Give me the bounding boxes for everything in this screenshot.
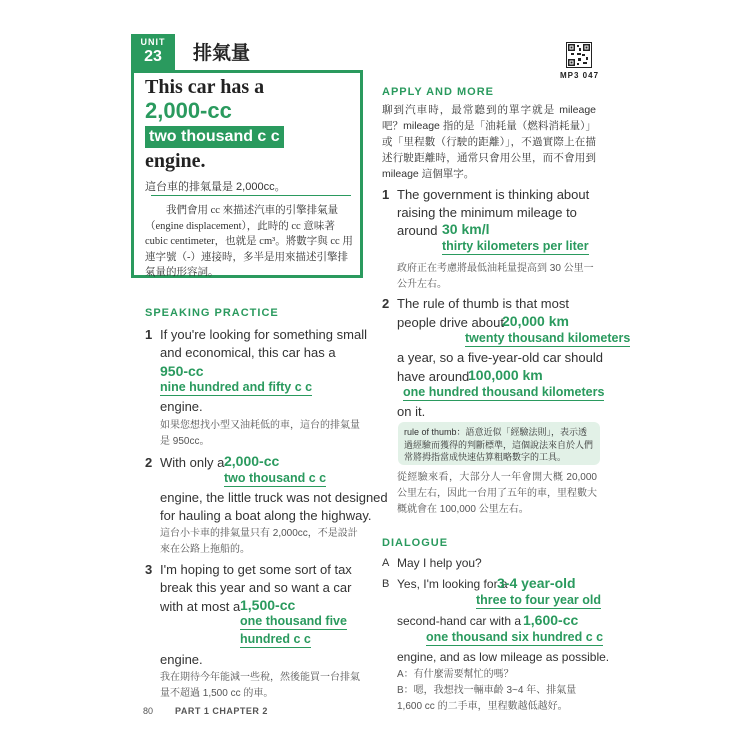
- mp3-label: MP3 047: [560, 71, 600, 80]
- speaking-item-3-pre: I'm hoping to get some sort of tax: [160, 562, 352, 577]
- dialogue-b-label: B: [382, 578, 390, 590]
- speaking-item-1-pre: If you're looking for something small: [160, 327, 367, 342]
- speaking-item-2-reading: two thousand c c: [224, 471, 327, 485]
- speaking-item-2-post: engine, the little truck was not designed: [160, 490, 388, 505]
- qr-code[interactable]: [566, 42, 592, 68]
- tip-text: rule of thumb：語意近似「經驗法則」，表示透過經驗而獲得的判斷標準，這個說法來自於人們常將拇指當成快速估算粗略數字的工具。: [404, 427, 594, 462]
- apply-item-2-pre: The rule of thumb is that most: [397, 296, 569, 311]
- apply-item-2-value2: 100,000 km: [468, 367, 543, 383]
- apply-item-2-value: 20,000 km: [502, 313, 569, 329]
- speaking-item-3-value: 1,500-cc: [240, 597, 296, 613]
- dialogue-a-label: A: [382, 557, 390, 569]
- example-divider: [151, 195, 351, 196]
- apply-intro: 聊到汽車時，最常聽到的單字就是 mileage 吧？mileage 指的是「油耗量（燃料消耗量）」或「里程數（行駛的距離）」，不過實際上在描述行駛距離時，通常只會用公里，而不會用到 mileage 這個單字。: [382, 104, 596, 180]
- example-translation: 這台車的排氣量是 2,000cc。: [145, 181, 286, 193]
- example-line3: engine.: [145, 150, 206, 172]
- apply-item-1-pre2: raising the minimum mileage to: [397, 205, 577, 220]
- apply-item-1-translation: 政府正在考慮將最低油耗量提高到 30 公里一公升左右。: [397, 263, 594, 290]
- apply-item-1-pre: The government is thinking about: [397, 187, 590, 202]
- apply-item-2-mid2: have around: [397, 369, 470, 384]
- speaking-item-3-translation: 我在期待今年能減一些稅，然後能買一台排氣量不超過 1,500 cc 的車。: [160, 672, 360, 699]
- apply-item-2-num: 2: [382, 296, 390, 311]
- speaking-item-3-num: 3: [145, 562, 153, 577]
- speaking-item-3-post: engine.: [160, 652, 203, 667]
- apply-item-2-mid: a year, so a five-year-old car should: [397, 350, 603, 365]
- example-number: 2,000-cc: [145, 98, 232, 123]
- unit-badge: [131, 34, 175, 72]
- speaking-item-1-translation: 如果您想找小型又油耗低的車，這台的排氣量是 950cc。: [160, 420, 360, 447]
- dialogue-trans-a: A：有什麼需要幫忙的嗎？: [397, 669, 514, 680]
- speaking-item-2-value: 2,000-cc: [224, 453, 280, 469]
- dialogue-a-text: May I help you?: [397, 556, 482, 570]
- qr-code-icon: [567, 43, 591, 67]
- apply-item-2-post: on it.: [397, 404, 426, 419]
- example-reading: two thousand c c: [145, 126, 284, 148]
- dialogue-b-value2: 1,600-cc: [523, 612, 579, 628]
- chapter-label: PART 1 CHAPTER 2: [175, 706, 268, 716]
- apply-item-2-reading: twenty thousand kilometers: [465, 331, 631, 345]
- apply-item-1-reading: thirty kilometers per liter: [442, 239, 589, 253]
- unit-number: 23: [144, 48, 162, 65]
- speaking-item-2-translation: 這台小卡車的排氣量只有 2,000cc，不是設計來在公路上拖船的。: [160, 528, 358, 555]
- dialogue-b-mid: second-hand car with a: [397, 614, 522, 628]
- apply-item-1-num: 1: [382, 187, 390, 202]
- speaking-item-2-num: 2: [145, 455, 153, 470]
- speaking-item-3-pre2: break this year and so want a car: [160, 580, 352, 595]
- dialogue-b-reading2: one thousand six hundred c c: [426, 630, 604, 644]
- dialogue-heading: DIALOGUE: [382, 537, 449, 549]
- dialogue-b-value: 3-4 year-old: [497, 575, 576, 591]
- speaking-item-3-reading: one thousand five: [240, 614, 347, 628]
- apply-item-2-pre2: people drive about: [397, 315, 504, 330]
- speaking-item-2-pre: With only a: [160, 455, 225, 470]
- apply-item-1-pre3: around: [397, 223, 438, 238]
- apply-item-1-value: 30 km/l: [442, 221, 490, 237]
- page-number: 80: [143, 706, 154, 716]
- speaking-item-1-num: 1: [145, 327, 153, 342]
- speaking-item-1-post: engine.: [160, 399, 203, 414]
- speaking-item-1-value: 950-cc: [160, 363, 204, 379]
- apply-heading: APPLY AND MORE: [382, 86, 495, 98]
- apply-item-2-reading2: one hundred thousand kilometers: [403, 385, 605, 399]
- example-note: 我們會用 cc 來描述汽車的引擎排氣量（engine displacement），此時的 cc 意味著 cubic centimeter，也就是 cm³。將數字與 cc 用連字號（-）連接時，多半是用來描述引擎排氣量的形容詞。: [145, 205, 353, 278]
- dialogue-b-reading: three to four year old: [476, 593, 602, 607]
- speaking-heading: SPEAKING PRACTICE: [145, 307, 279, 319]
- speaking-item-1-reading: nine hundred and fifty c c: [160, 380, 313, 394]
- speaking-item-3-reading2: hundred c c: [240, 632, 311, 646]
- example-line1: This car has a: [145, 76, 265, 98]
- unit-label: UNIT: [140, 37, 166, 47]
- speaking-item-3-pre3: with at most a: [160, 599, 241, 614]
- apply-item-2-translation: 從經驗來看，大部分人一年會開大概 20,000 公里左右，因此一台用了五年的車，里程數大概就會在 100,000 公里左右。: [397, 472, 597, 515]
- dialogue-b-post: engine, and as low mileage as possible.: [397, 650, 610, 664]
- dialogue-trans-b: B：嗯，我想找一輛車齡 3~4 年、排氣量 1,600 cc 的二手車，里程數越低越好。: [397, 685, 577, 712]
- speaking-item-1-pre2: and economical, this car has a: [160, 345, 336, 360]
- dialogue-b-pre: Yes, I'm looking for a: [397, 577, 508, 591]
- unit-title: 排氣量: [193, 43, 251, 64]
- speaking-item-2-post2: for hauling a boat along the highway.: [160, 508, 372, 523]
